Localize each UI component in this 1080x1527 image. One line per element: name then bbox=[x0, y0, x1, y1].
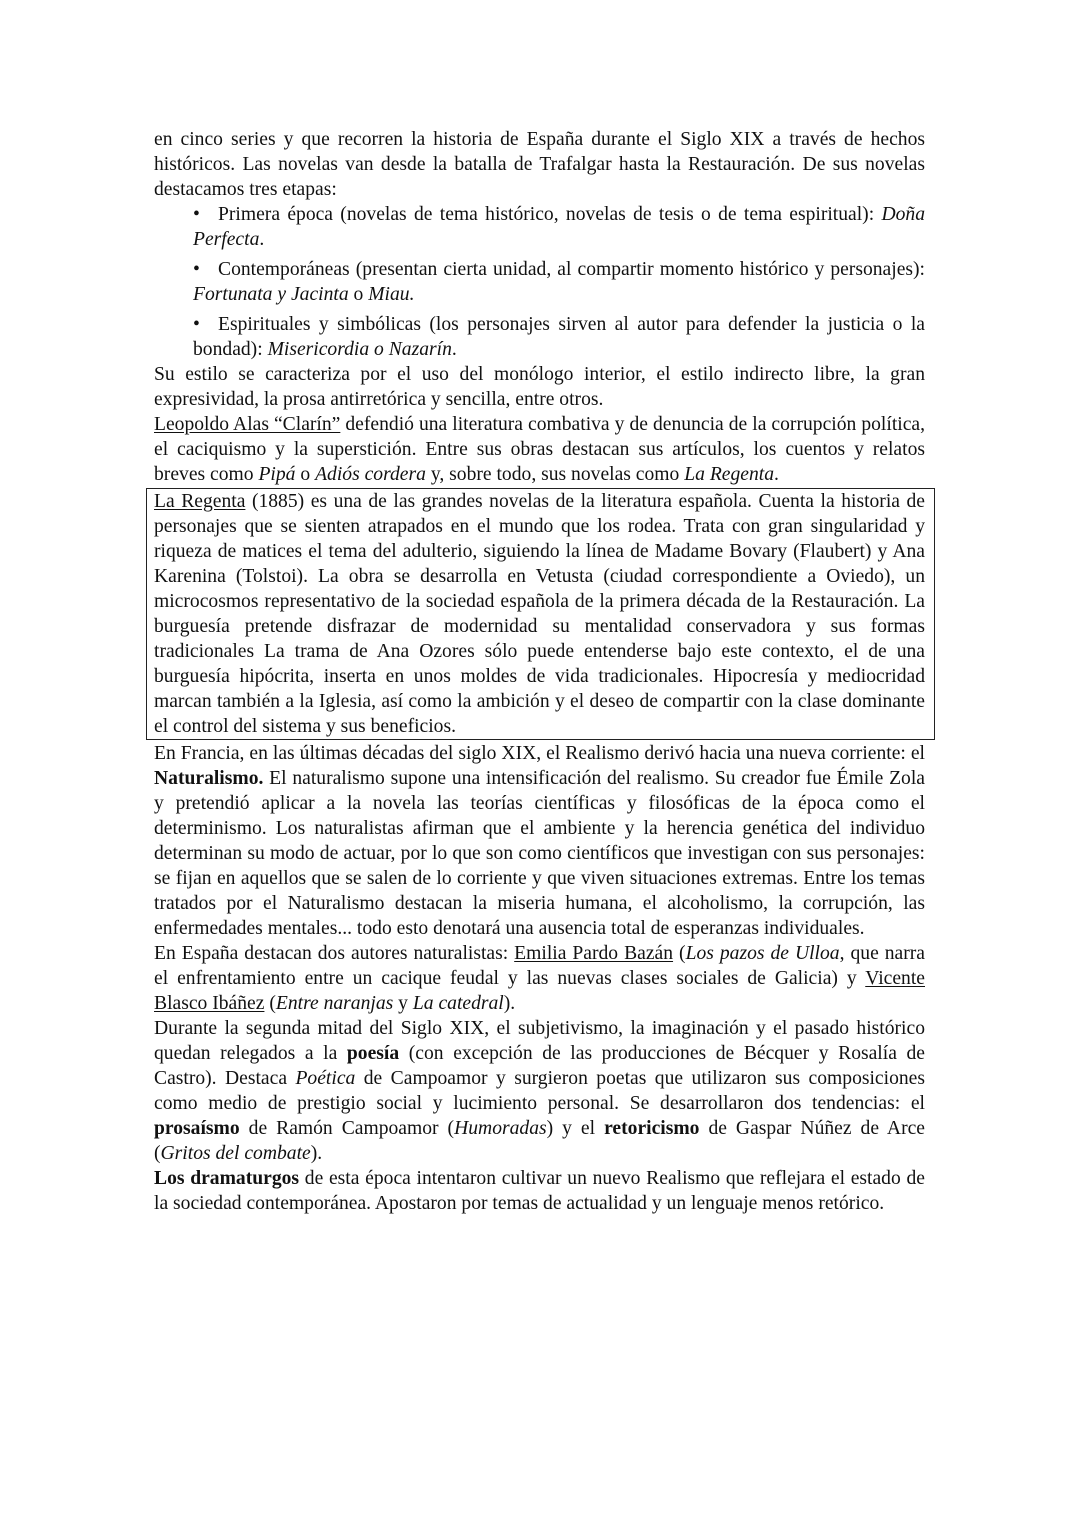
work-title: La Regenta bbox=[154, 491, 246, 512]
list-item bbox=[193, 257, 925, 307]
paragraph-text: , que narra el enfrentamiento entre un cacique feudal y las nuevas clases sociales de Galicia) y bbox=[154, 943, 925, 989]
paragraph-text: defendió una literatura combativa y de denuncia de la corrupción política, el caciquismo y la superstición. Entre sus obras destacan sus artículos, los cuentos y relatos breves como bbox=[154, 414, 925, 485]
work-title: Poética bbox=[295, 1068, 356, 1089]
bullet-icon: • bbox=[193, 259, 200, 280]
spain-naturalists-paragraph bbox=[154, 941, 925, 1016]
list-item-text: Contemporáneas (presentan cierta unidad, al compartir momento histórico y personajes): bbox=[218, 259, 925, 280]
paragraph-text: El naturalismo supone una intensificación del realismo. Su creador fue Émile Zola y pretendió aplicar a la novela las teorías científicas y filosóficas de la época como el determinismo. Los naturalistas afirman que el ambiente y la herencia genética del individuo determinan su modo de actuar, por lo que son como científicos que investigan con sus personajes: se fijan en aquellos que se salen de lo corriente y que viven situaciones extremas. Entre los temas tratados por el Naturalismo destacan la miseria humana, el alcoholismo, la corrupción, las enfermedades mentales... todo esto denotará una ausencia total de esperanzas individuales. bbox=[154, 768, 925, 939]
paragraph-text: de Campoamor y surgieron poetas que utilizaron sus composiciones como medio de prestigio social y lucimiento personal. Se desarrollaron dos tendencias: el bbox=[154, 1068, 925, 1114]
paragraph-text: ( bbox=[673, 943, 686, 964]
paragraph-text: ). bbox=[503, 993, 516, 1014]
work-title: Gritos del combate bbox=[160, 1143, 311, 1164]
stages-list bbox=[154, 202, 925, 362]
list-item-text: Primera época (novelas de tema histórico, novelas de tesis o de tema espiritual): bbox=[218, 204, 882, 225]
work-title: Entre naranjas bbox=[275, 993, 394, 1014]
joiner-text: o bbox=[295, 464, 316, 485]
intro-text: en cinco series y que recorren la historia de España durante el Siglo XIX a través de hechos históricos. Las novelas van desde la batalla de Trafalgar hasta la Restauración. De sus novelas destacamos tres etapas: bbox=[154, 129, 925, 200]
paragraph-text: ( bbox=[264, 993, 276, 1014]
bullet-icon: • bbox=[193, 204, 200, 225]
paragraph-text: ). bbox=[310, 1143, 323, 1164]
list-item bbox=[193, 202, 925, 252]
list-item-tail: . bbox=[259, 229, 265, 250]
naturalismo-paragraph bbox=[154, 741, 925, 941]
paragraph-tail: . bbox=[774, 464, 779, 485]
work-title: Humoradas bbox=[454, 1118, 547, 1139]
list-item-tail: . bbox=[451, 339, 457, 360]
work-title: Miau. bbox=[368, 284, 415, 305]
paragraph-text: y bbox=[393, 993, 413, 1014]
paragraph-text: y, sobre todo, sus novelas como bbox=[425, 464, 685, 485]
bullet-icon: • bbox=[193, 314, 200, 335]
key-term: Naturalismo. bbox=[154, 768, 264, 789]
clarin-paragraph bbox=[154, 412, 925, 487]
document-page bbox=[154, 127, 925, 1216]
joiner-text: o bbox=[348, 284, 369, 305]
list-item-text: Espirituales y simbólicas (los personajes sirven al autor para defender la justicia o la bondad): bbox=[193, 314, 925, 360]
author-name: Vicente Blasco Ibáñez bbox=[154, 968, 925, 1014]
style-paragraph: Su estilo se caracteriza por el uso del monólogo interior, el estilo indirecto libre, la gran expresividad, la prosa antirretórica y sencilla, entre otros. bbox=[154, 364, 925, 410]
key-term: Los dramaturgos bbox=[154, 1168, 300, 1189]
work-title: Doña Perfecta bbox=[193, 204, 925, 250]
paragraph-text: (con excepción de las producciones de Bécquer y Rosalía de Castro). Destaca bbox=[154, 1043, 925, 1089]
work-title: Fortunata y Jacinta bbox=[193, 284, 349, 305]
work-title: Los pazos de Ulloa bbox=[685, 943, 840, 964]
paragraph-text: En España destacan dos autores naturalistas: bbox=[154, 943, 515, 964]
key-term: prosaísmo bbox=[154, 1118, 240, 1139]
paragraph-text: (1885) es una de las grandes novelas de la literatura española. Cuenta la historia de personajes que se sienten atrapados en el mundo que los rodea. Trata con gran singularidad y riqueza de matices el tema del adulterio, siguiendo la línea de Madame Bovary (Flaubert) y Ana Karenina (Tolstoi). La obra se desarrolla en Vetusta (ciudad correspondiente a Oviedo), un microcosmos representativo de la sociedad española de la primera década de la Restauración. La burguesía pretende disfrazar de modernidad su mentalidad conservadora y sus formas tradicionales La trama de Ana Ozores sólo puede entenderse bajo este contexto, el de una burguesía hipócrita, inserta en unos moldes de vida tradicionales. Hipocresía y mediocridad marcan también a la Iglesia, así como la ambición y el deseo de compartir con la clase dominante el control del sistema y sus beneficios. bbox=[154, 491, 925, 737]
paragraph-text: de Gaspar Núñez de Arce ( bbox=[154, 1118, 926, 1164]
work-title: Adiós cordera bbox=[315, 464, 426, 485]
key-term: poesía bbox=[346, 1043, 400, 1064]
poesia-paragraph bbox=[154, 1016, 925, 1166]
la-regenta-box bbox=[146, 488, 935, 740]
paragraph-text: de esta época intentaron cultivar un nuevo Realismo que reflejara el estado de la sociedad contemporánea. Apostaron por temas de actualidad y un lenguaje menos retórico. bbox=[154, 1168, 925, 1214]
author-name: Leopoldo Alas “Clarín” bbox=[154, 414, 341, 435]
intro-paragraph bbox=[154, 127, 925, 202]
key-term: retoricismo bbox=[604, 1118, 700, 1139]
work-title: Misericordia o Nazarín bbox=[267, 339, 452, 360]
list-item bbox=[193, 312, 925, 362]
paragraph-text: ) y el bbox=[546, 1118, 605, 1139]
work-title: Pipá bbox=[258, 464, 296, 485]
author-name: Emilia Pardo Bazán bbox=[514, 943, 674, 964]
paragraph-text: Durante la segunda mitad del Siglo XIX, el subjetivismo, la imaginación y el pasado histórico quedan relegados a la bbox=[154, 1018, 925, 1064]
work-title: La catedral bbox=[412, 993, 504, 1014]
paragraph-text: de Ramón Campoamor ( bbox=[239, 1118, 455, 1139]
teatro-paragraph bbox=[154, 1166, 925, 1216]
work-title: La Regenta bbox=[684, 464, 775, 485]
la-regenta-paragraph bbox=[154, 489, 925, 739]
paragraph-text: En Francia, en las últimas décadas del siglo XIX, el Realismo derivó hacia una nueva corriente: el bbox=[154, 743, 925, 764]
